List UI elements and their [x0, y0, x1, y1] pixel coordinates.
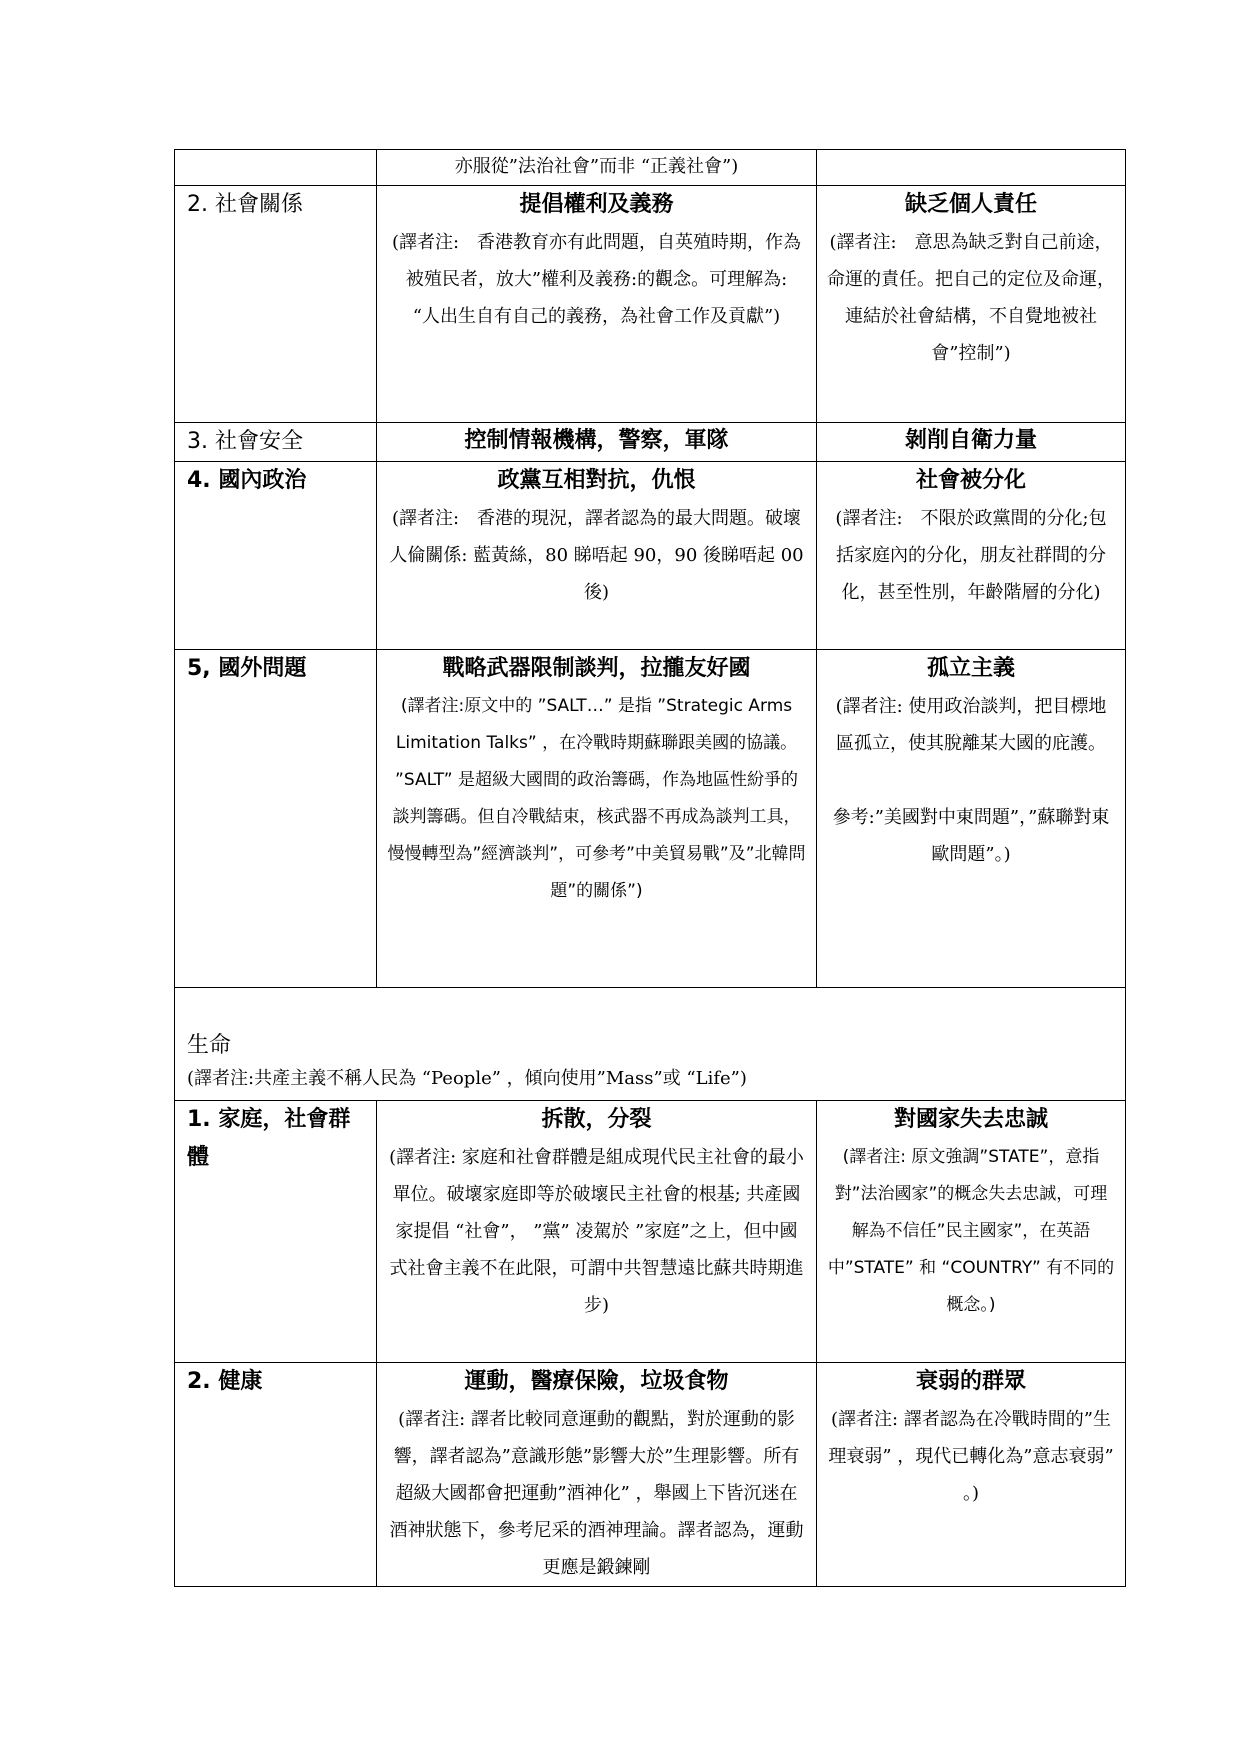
measure-cell: [377, 423, 817, 462]
measure-cell: [377, 186, 817, 423]
translator-note: (譯者注: 香港的現況，譯者認為的最大問題。破壞人倫關係: 藍黃絲，80 睇唔起 90，90 後睇唔起 00 後): [389, 508, 804, 603]
effect-cell: [817, 1363, 1126, 1587]
translator-note: (譯者注:原文中的 ”SALT…” 是指 ”Strategic Arms Limitation Talks” ，在冷戰時期蘇聯跟美國的協議。 ”SALT” 是超級大國間的政治籌碼，作為地區性紛爭的談判籌碼。但自冷戰結束，核武器不再成為談判工具，慢慢轉型為”經濟談判”，可參考”中美貿易戰”及”北韓問題”的關係”): [387, 696, 806, 901]
effect-cell: [817, 1101, 1126, 1363]
measure-heading: 運動，醫療保險，垃圾食物: [464, 1369, 729, 1394]
section-row: [175, 988, 1126, 1101]
label-cell: [175, 1363, 377, 1587]
effect-heading: 對國家失去忠誠: [893, 1107, 1048, 1132]
translator-note: (譯者注: 譯者認為在冷戰時間的”生理衰弱” ，現代已轉化為”意志衰弱” 。): [828, 1409, 1114, 1504]
section-title: 生命: [187, 1033, 232, 1058]
label-cell: [175, 1101, 377, 1363]
translator-note: (譯者注: 香港教育亦有此問題，自英殖時期，作為被殖民者，放大”權利及義務:的觀念。可理解為: “人出生自有自己的義務，為社會工作及貢獻”): [391, 232, 802, 327]
table-row: [175, 1363, 1126, 1587]
table-row: [175, 150, 1126, 186]
measure-heading: 戰略武器限制談判，拉攏友好國: [442, 656, 751, 681]
measure-cell: [377, 150, 817, 186]
row-label: 2. 社會關係: [187, 192, 303, 217]
measure-cell: [377, 1101, 817, 1363]
table-row: [175, 423, 1126, 462]
table-row: [175, 462, 1126, 650]
measure-heading: 拆散，分裂: [541, 1107, 652, 1132]
effect-cell: [817, 650, 1126, 988]
effect-heading: 社會被分化: [915, 468, 1026, 493]
translator-note: (譯者注: 家庭和社會群體是組成現代民主社會的最小單位。破壞家庭即等於破壞民主社會的根基; 共產國家提倡 “社會”， ”黨” 凌駕於 ”家庭”之上，但中國式社會主義不在此限，可謂中共智慧遠比蘇共時期進步): [389, 1147, 804, 1316]
translator-note: (譯者注: 使用政治談判，把目標地區孤立，使其脫離某大國的庇護。 參考:”美國對中東問題”，”蘇聯對東歐問題”。): [832, 696, 1110, 865]
translator-note: (譯者注: 原文強調”STATE”，意指對”法治國家”的概念失去忠誠，可理解為不信任”民主國家”，在英語中”STATE” 和 “COUNTRY” 有不同的概念。): [827, 1147, 1115, 1315]
section-cell: [175, 988, 1126, 1101]
effect-cell: [817, 462, 1126, 650]
section-note: (譯者注:共產主義不稱人民為 “People” ，傾向使用”Mass”或 “Life”): [187, 1068, 747, 1089]
label-cell: [175, 423, 377, 462]
table-row: [175, 1101, 1126, 1363]
effect-heading: 孤立主義: [926, 656, 1015, 681]
effect-cell: [817, 186, 1126, 423]
row-label: 4. 國內政治: [187, 468, 307, 493]
measure-heading: 控制情報機構，警察，軍隊: [464, 428, 729, 453]
effect-heading: 衰弱的群眾: [915, 1369, 1026, 1394]
row-label: 1. 家庭，社會群體: [187, 1107, 351, 1170]
table-row: [175, 650, 1126, 988]
label-cell: [175, 462, 377, 650]
measure-cell: [377, 650, 817, 988]
row-label: 3. 社會安全: [187, 429, 303, 454]
effect-cell: [817, 150, 1126, 186]
effect-heading: 剝削自衛力量: [904, 428, 1037, 453]
label-cell: [175, 650, 377, 988]
translator-note: (譯者注: 不限於政黨間的分化;包括家庭內的分化，朋友社群間的分化，甚至性別，年齡階層的分化): [835, 508, 1107, 603]
effect-cell: [817, 423, 1126, 462]
row-label: 5, 國外問題: [187, 656, 307, 681]
table-row: [175, 186, 1126, 423]
measure-heading: 提倡權利及義務: [519, 192, 674, 217]
row-label: 2. 健康: [187, 1369, 263, 1394]
measure-cell: [377, 462, 817, 650]
continued-note: 亦服從”法治社會”而非 “正義社會”): [454, 156, 739, 177]
document-table: [174, 149, 1126, 1587]
effect-heading: 缺乏個人責任: [904, 192, 1037, 217]
measure-cell: [377, 1363, 817, 1587]
measure-heading: 政黨互相對抗，仇恨: [497, 468, 696, 493]
translator-note: (譯者注: 譯者比較同意運動的觀點，對於運動的影響，譯者認為”意識形態”影響大於”生理影響。所有超級大國都會把運動”酒神化” ，舉國上下皆沉迷在酒神狀態下，參考尼采的酒神理論。譯者認為，運動更應是鍛鍊剛: [389, 1409, 804, 1578]
label-cell: [175, 186, 377, 423]
label-cell: [175, 150, 377, 186]
translator-note: (譯者注: 意思為缺乏對自己前途，命運的責任。把自己的定位及命運，連結於社會結構，不自覺地被社會”控制”): [827, 232, 1115, 364]
